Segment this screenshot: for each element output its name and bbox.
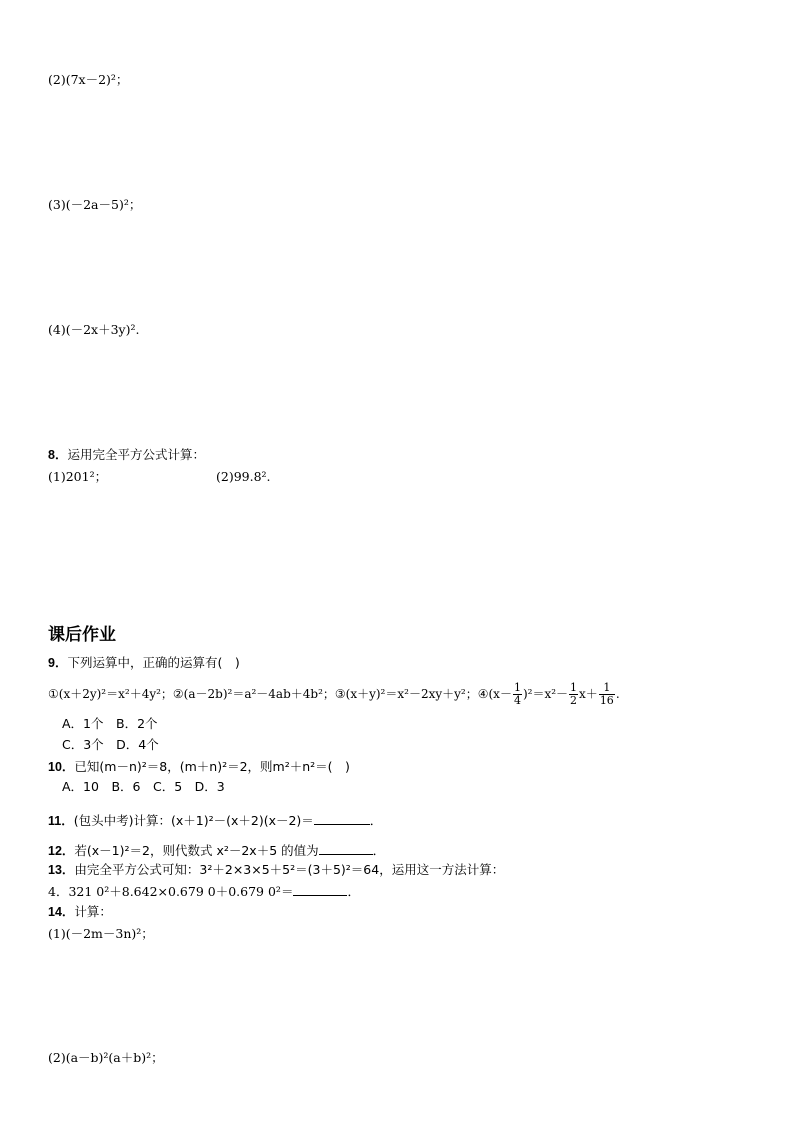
question-text: 若(x－1)²＝2，则代数式 x²－2x＋5 的值为 (74, 843, 319, 858)
question-8 (48, 447, 205, 463)
fraction-1-16 (599, 682, 615, 707)
question-text: 计算： (74, 904, 112, 919)
section-title: 课后作业 (48, 625, 116, 645)
statement-3: ③(x＋y)²＝x²－2xy＋y²； (334, 687, 478, 701)
statement-1: ①(x＋2y)²＝x²＋4y²； (48, 687, 173, 701)
question-text: 已知(m－n)²＝8，(m＋n)²＝2，则m²＋n²＝( ) (74, 759, 350, 774)
question-13-expression: 4．321 0²＋8.642×0.679 0＋0.679 0²＝ (48, 884, 294, 899)
fraction-numerator: 1 (513, 681, 521, 694)
question-text: 运用完全平方公式计算： (67, 447, 205, 462)
question-12 (48, 842, 385, 859)
statement-4 (477, 681, 620, 707)
question-number: 11． (48, 814, 74, 828)
fraction-1-2 (569, 682, 578, 707)
question-number: 8． (48, 448, 68, 462)
fraction-numerator: 1 (570, 681, 578, 694)
answer-blank (293, 883, 347, 896)
question-11 (48, 812, 382, 829)
question-8-parts (48, 469, 271, 485)
question-10 (48, 759, 350, 775)
statement-4-end: . (615, 687, 620, 701)
problem-7-part-4: (4)(－2x＋3y)². (48, 322, 140, 337)
question-number: 9． (48, 656, 68, 670)
question-number: 12． (48, 844, 75, 858)
question-14-part-2: (2)(a－b)²(a＋b)²； (48, 1050, 164, 1065)
q8-part-1: (1)201²； (48, 469, 108, 484)
question-9-statements (48, 682, 620, 707)
fraction-numerator: 1 (599, 682, 615, 695)
question-10-options: A．10 B．6 C．5 D．3 (62, 779, 225, 794)
statement-4-middle: )²＝x²－ (522, 687, 569, 701)
answer-blank (319, 842, 373, 855)
question-14-part-1: (1)(－2m－3n)²； (48, 926, 154, 941)
statement-2: ②(a－2b)²＝a²－4ab＋4b²； (172, 687, 335, 701)
fraction-denominator: 16 (599, 694, 614, 707)
question-end: ． (347, 884, 360, 899)
question-number: 14． (48, 905, 75, 919)
fraction-denominator: 4 (513, 694, 521, 707)
problem-7-part-3: (3)(－2a－5)²； (48, 197, 142, 212)
question-9-options-ab: A．1个 B．2个 (62, 716, 158, 731)
question-end: ． (369, 813, 383, 828)
q8-part-2: (2)99.8². (216, 469, 271, 484)
problem-7-part-2: (2)(7x－2)²； (48, 72, 129, 87)
question-9 (48, 655, 240, 671)
question-13 (48, 862, 504, 878)
question-text: 下列运算中，正确的运算有( ) (67, 655, 240, 670)
question-9-options-cd: C．3个 D．4个 (62, 737, 159, 752)
question-14 (48, 904, 112, 920)
statement-4-middle-2: x＋ (579, 687, 598, 701)
question-end: ． (372, 843, 386, 858)
question-number: 10． (48, 760, 75, 774)
statement-4-prefix: ④(x－ (477, 687, 512, 701)
fraction-denominator: 2 (570, 694, 578, 707)
fraction-1-4 (513, 682, 522, 707)
question-text: 由完全平方公式可知：3²＋2×3×5＋5²＝(3＋5)²＝64，运用这一方法计算： (74, 862, 505, 877)
answer-blank (314, 812, 370, 825)
question-number: 13． (48, 863, 75, 877)
question-text: (包头中考)计算：(x＋1)²－(x＋2)(x－2)＝ (73, 813, 314, 828)
question-13-line-2 (48, 883, 360, 900)
